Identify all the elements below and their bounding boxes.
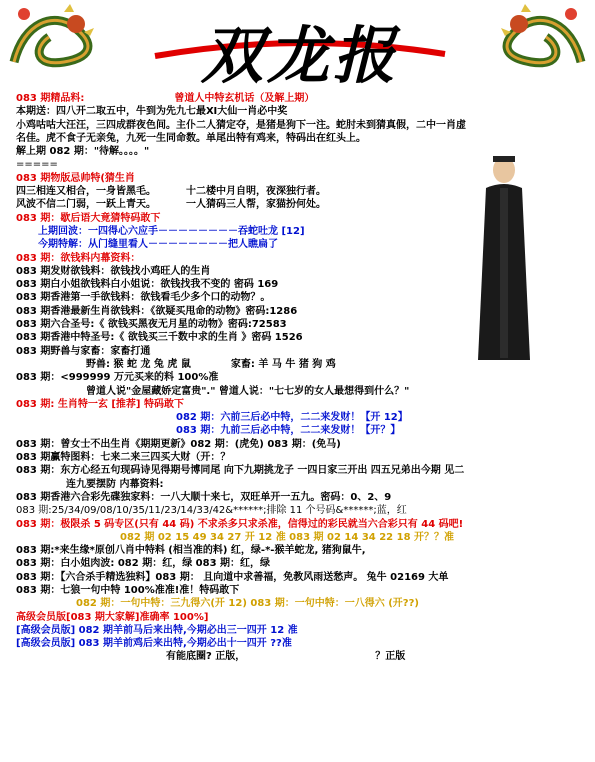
text-line: 一人猜码三人帮，家猫扮何处。 xyxy=(186,199,326,211)
section-header: 083 期：欲钱料内幕资料： xyxy=(16,252,141,264)
text-line: 083 期香港六合彩先碟独家料：一八大顺十来七，双旺单开一五九。密码：0、2、9 xyxy=(16,491,392,503)
section-header: 083 期：歇后语大竟猜特码敢下 xyxy=(16,212,161,224)
text-line: 今期特解：从门缝里看人－－－－－－－－把人瞧扁了 xyxy=(38,239,278,251)
text-line: 082 期：六前三后必中特，二二来发财！【开 12】 xyxy=(176,412,408,424)
text-line: 野兽: 猴 蛇 龙 兔 虎 鼠 xyxy=(86,358,191,370)
left-dragon-icon xyxy=(4,2,100,82)
text-line: 风波不信二门弱，一跃上青天。 xyxy=(16,199,156,211)
text-line: 083 期：东方心经五句现码诗见得期号博同尾 向下九期挑龙子 一四日家三开出 四五兄弟出今期 见二 xyxy=(16,465,465,477)
header xyxy=(0,0,595,92)
text-line: 083 期：白小姐肉波: 082 期：红，绿 083 期：红，绿 xyxy=(16,558,271,570)
text-line: 曾道人说"金屋藏娇定富贵"." 曾道人说："七七岁的女人最想得到什么？" xyxy=(86,385,410,397)
text-line: 家畜: 羊 马 牛 猪 狗 鸡 xyxy=(230,358,336,370)
text-line: 小鸡咕咕大汪汪，三四成群夜色间。主仆二人猜定夺，是猪是狗下一注。蛇肘未到猜真假，二中一肖虚 xyxy=(16,119,466,131)
text-line: 082 期 02 15 49 34 27 开 12 准 083 期 02 14 34 22 18 开？？准 xyxy=(120,531,455,543)
text-line: 082 期：一句中特：三九得六(开 12) 083 期：一句中特：一八得六 (开??) xyxy=(76,598,419,610)
section-header: 083 期: 生肖特一玄 [推荐] 特码敢下 xyxy=(16,398,184,410)
separator: ===== xyxy=(16,159,58,171)
text-line: 高级会员版[083 期大家解]准确率 100%] xyxy=(16,611,209,623)
section-header: 083 期精品料: xyxy=(16,93,85,104)
section-subtitle: 曾道人中特玄机话（及解上期） xyxy=(174,93,315,104)
text-line: 名佳。虎不食子无亲兔，九死一生同命数。单尾出特有鸡来，特码出在红头上。 xyxy=(16,132,366,144)
text-line: 083 期：<999999 万元买来的料 100%准 xyxy=(16,372,219,384)
content-body xyxy=(16,92,586,664)
text-line: [高级会员版] 083 期羊前鸡后来出特,今期必出十一四开 ??准 xyxy=(16,638,292,650)
text-line: 083 期赢特图料：七来二来三四买大财（开：？ xyxy=(16,452,231,464)
text-line: 本期送：四八开二取五中，牛到为先九七最Ⅺ大仙一肖必中奖 xyxy=(16,106,288,118)
newspaper-title: 双龙报 xyxy=(200,19,399,92)
text-line: 083 期白小姐欲钱料白小姐说：欲钱找我不变的 密码 169 xyxy=(16,279,279,291)
text-line: 四三相连又相合，一身皆黑毛。 xyxy=(16,186,156,198)
footer-text: ？正版 xyxy=(375,651,406,663)
text-line: 083 期香港最新生肖欲钱料：《欲疑买甩命的动物》密码:1286 xyxy=(16,305,298,317)
section-header: 083 期物版忌帅特(猜生肖 xyxy=(16,172,135,184)
text-line: 083 期野兽与家畜：家畜打通 xyxy=(16,345,151,357)
text-line: [高级会员版] 082 期羊前马后来出特,今期必出三一四开 12 准 xyxy=(16,624,298,636)
text-line: 083 期：九前三后必中特，二二来发财！【开？】 xyxy=(176,425,401,437)
text-line: 083 期:25/34/09/08/10/35/11/23/14/33/42&******;排除 11 个号码&******;蓝，红 xyxy=(16,505,407,517)
text-line: 上期回波：一四得心六应手－－－－－－－－吞蛇吐龙 [12] xyxy=(38,225,305,237)
footer-text: 有能底圈? 正版， xyxy=(166,651,246,663)
text-line: 083 期：曾女士不出生肖《期期更新》082 期：(虎免) 083 期：(免马) xyxy=(16,438,341,450)
text-line: 083 期:*来生缘*原创八肖中特料 (相当准的料) 红，绿-*-猴羊蛇龙, 猪狗鼠牛, xyxy=(16,545,366,557)
text-line: 083 期：七狼一句中特 100%准准!准！特码敢下 xyxy=(16,584,240,596)
text-line: 083 期香港中特圣号:《 欲钱买三千数中求的生肖 》密码 1526 xyxy=(16,332,303,344)
text-line: 解上期 082 期："待解。。。。" xyxy=(16,146,150,158)
right-dragon-icon xyxy=(495,2,591,82)
text-line: 083 期：【六合杀手精选独料】083 期： 且向道中求善福，免教风雨送愁声。 兔牛 02169 大单 xyxy=(16,571,449,583)
text-line: 083 期发财欲钱料：欲钱找小鸡旺人的生肖 xyxy=(16,265,211,277)
text-line: 连九要摆防 内幕资料: xyxy=(66,478,164,490)
text-line: 083 期六合圣号:《 欲钱买黑夜无月星的动物》密码:72583 xyxy=(16,319,287,331)
text-line: 083 期：极限杀 5 码专区(只有 44 码) 不求杀多只求杀准，信得过的彩民就当六合彩只有 44 码吧! xyxy=(16,518,464,530)
text-line: 十二楼中月自明，夜深独行者。 xyxy=(186,186,326,198)
text-line: 083 期香港第一手欲钱料：欲钱看毛少多个口的动物？。 xyxy=(16,292,271,304)
